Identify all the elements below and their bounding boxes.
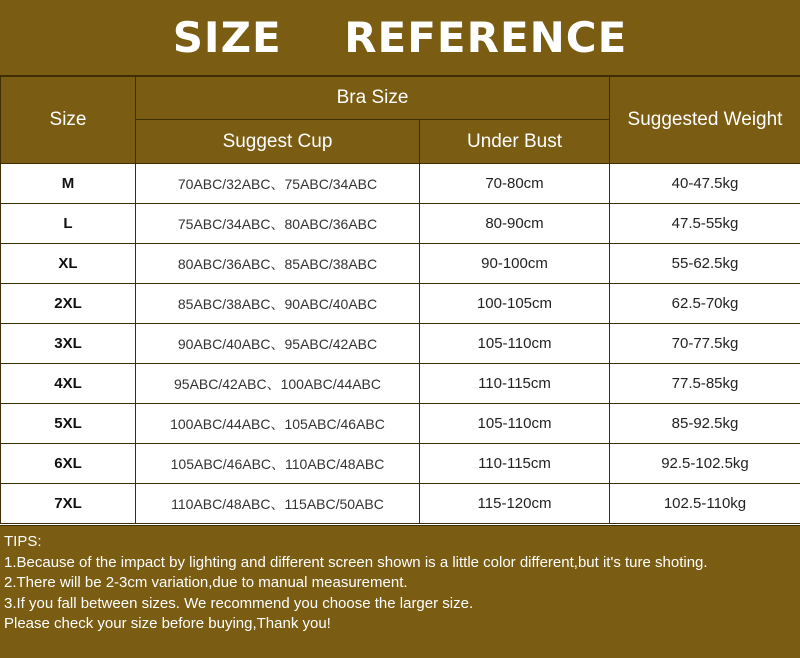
cell-under-bust: 90-100cm	[420, 244, 610, 284]
cell-size: 4XL	[1, 364, 136, 404]
header-under-bust: Under Bust	[420, 120, 610, 164]
tips-line-4: Please check your size before buying,Thank you!	[4, 615, 331, 632]
cell-cup: 70ABC/32ABC、75ABC/34ABC	[136, 164, 420, 204]
header-bra-size: Bra Size	[136, 77, 610, 120]
table-row	[1, 204, 800, 244]
cell-cup: 80ABC/36ABC、85ABC/38ABC	[136, 244, 420, 284]
cell-weight: 40-47.5kg	[610, 164, 800, 204]
table-row	[1, 324, 800, 364]
table-row	[1, 244, 800, 284]
page-title: SIZE REFERENCE	[172, 13, 628, 62]
cell-size: XL	[1, 244, 136, 284]
cell-weight: 102.5-110kg	[610, 484, 800, 524]
cell-size: 7XL	[1, 484, 136, 524]
header-size: Size	[1, 77, 136, 164]
title-bar	[0, 0, 800, 76]
cell-cup: 105ABC/46ABC、110ABC/48ABC	[136, 444, 420, 484]
cell-weight: 70-77.5kg	[610, 324, 800, 364]
cell-under-bust: 100-105cm	[420, 284, 610, 324]
cell-weight: 92.5-102.5kg	[610, 444, 800, 484]
tips-heading: TIPS:	[4, 533, 42, 550]
cell-weight: 85-92.5kg	[610, 404, 800, 444]
cell-weight: 77.5-85kg	[610, 364, 800, 404]
table-row	[1, 364, 800, 404]
cell-weight: 62.5-70kg	[610, 284, 800, 324]
table-row	[1, 444, 800, 484]
cell-under-bust: 110-115cm	[420, 444, 610, 484]
header-row-top	[1, 77, 800, 120]
cell-under-bust: 115-120cm	[420, 484, 610, 524]
cell-size: M	[1, 164, 136, 204]
cell-size: 3XL	[1, 324, 136, 364]
table-row	[1, 484, 800, 524]
cell-cup: 90ABC/40ABC、95ABC/42ABC	[136, 324, 420, 364]
cell-under-bust: 70-80cm	[420, 164, 610, 204]
cell-under-bust: 80-90cm	[420, 204, 610, 244]
table-body	[1, 164, 800, 524]
cell-cup: 75ABC/34ABC、80ABC/36ABC	[136, 204, 420, 244]
cell-cup: 100ABC/44ABC、105ABC/46ABC	[136, 404, 420, 444]
tips-line-3: 3.If you fall between sizes. We recommend you choose the larger size.	[4, 594, 474, 612]
cell-size: L	[1, 204, 136, 244]
cell-size: 2XL	[1, 284, 136, 324]
cell-weight: 47.5-55kg	[610, 204, 800, 244]
header-suggest-cup: Suggest Cup	[136, 120, 420, 164]
tips-line-2: 2.There will be 2-3cm variation,due to manual measurement.	[4, 574, 408, 591]
table-row	[1, 404, 800, 444]
size-table	[0, 76, 800, 524]
cell-size: 6XL	[1, 444, 136, 484]
cell-under-bust: 105-110cm	[420, 324, 610, 364]
cell-under-bust: 105-110cm	[420, 404, 610, 444]
tips-line-1: 1.Because of the impact by lighting and different screen shown is a little color different,but it's ture shoting.	[4, 553, 708, 571]
cell-weight: 55-62.5kg	[610, 244, 800, 284]
header-suggested-weight: Suggested Weight	[610, 77, 800, 164]
table-row	[1, 164, 800, 204]
cell-size: 5XL	[1, 404, 136, 444]
tips-section	[0, 525, 800, 658]
table-row	[1, 284, 800, 324]
cell-cup: 110ABC/48ABC、115ABC/50ABC	[136, 484, 420, 524]
cell-under-bust: 110-115cm	[420, 364, 610, 404]
cell-cup: 85ABC/38ABC、90ABC/40ABC	[136, 284, 420, 324]
cell-cup: 95ABC/42ABC、100ABC/44ABC	[136, 364, 420, 404]
